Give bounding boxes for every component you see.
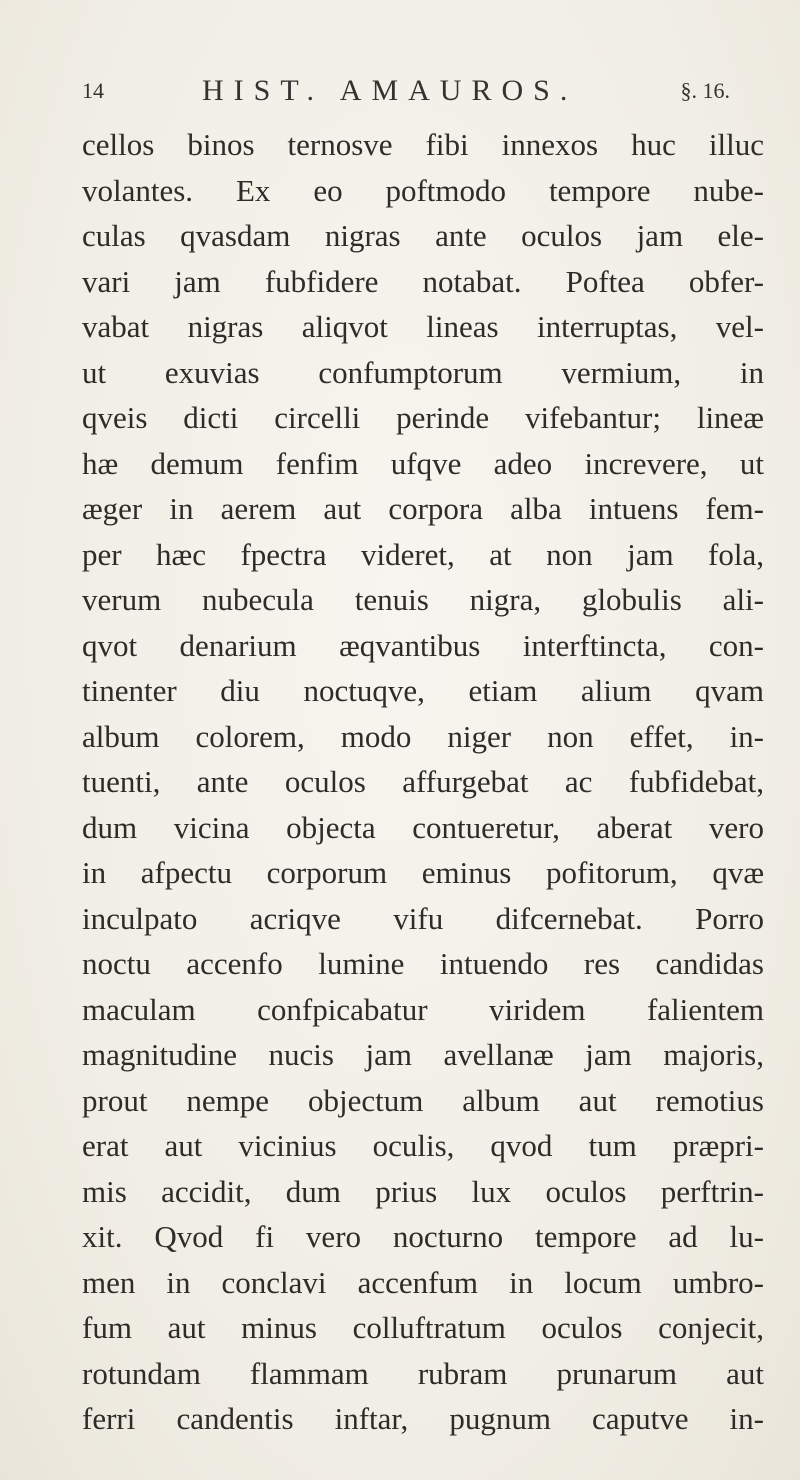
text-line: vari jam fubfidere notabat. Poftea obfer- [82,263,764,299]
text-line: men in conclavi accenfum in locum umbro- [82,1264,764,1300]
text-line: verum nubecula tenuis nigra, globulis ali- [82,582,764,617]
text-line: culas qvasdam nigras ante oculos jam ele- [82,218,764,253]
text-line: per hæc fpectra videret, at non jam fola, [82,536,764,572]
text-line: æger in aerem aut corpora alba intuens fem- [82,491,764,526]
text-line: ut exuvias confumptorum vermium, in [82,354,764,390]
text-line: in afpectu corporum eminus pofitorum, qvæ [82,855,764,890]
text-line: dum vicina objecta contueretur, aberat vero [82,809,764,845]
text-line: qveis dicti circelli perinde vifebantur; lineæ [82,400,764,435]
text-line: fum aut minus colluftratum oculos conjecit, [82,1310,764,1345]
text-line: ferri candentis inftar, pugnum caputve in- [82,1401,764,1436]
text-line: erat aut vicinius oculis, qvod tum præpri- [82,1128,764,1163]
text-line: magnitudine nucis jam avellanæ jam majoris, [82,1037,764,1072]
text-line: xit. Qvod fi vero nocturno tempore ad lu- [82,1219,764,1254]
text-line: noctu accenfo lumine intuendo res candidas [82,946,764,981]
text-line: album colorem, modo niger non effet, in- [82,718,764,754]
text-line: tinenter diu noctuqve, etiam alium qvam [82,673,764,708]
text-line: mis accidit, dum prius lux oculos perftrin- [82,1173,764,1209]
text-line: qvot denarium æqvantibus interftincta, con- [82,627,764,663]
running-head [82,56,764,116]
text-line: rotundam flammam rubram prunarum aut [82,1355,764,1391]
text-line: maculam confpicabatur viridem falientem [82,991,764,1027]
text-line: cellos binos ternosve fibi innexos huc illuc [82,127,764,162]
page-number: 14 [82,78,104,103]
running-title: HIST. AMAUROS. [202,74,578,107]
body-text [82,122,764,1442]
text-line: inculpato acriqve vifu difcernebat. Porro [82,900,764,936]
text-line: prout nempe objectum album aut remotius [82,1082,764,1118]
section-number: §. 16. [680,78,730,103]
text-line: tuenti, ante oculos affurgebat ac fubfidebat, [82,764,764,799]
text-line: hæ demum fenfim ufqve adeo increvere, ut [82,445,764,481]
text-line: vabat nigras aliqvot lineas interruptas, vel- [82,309,764,344]
text-line: volantes. Ex eo poftmodo tempore nube- [82,172,764,208]
